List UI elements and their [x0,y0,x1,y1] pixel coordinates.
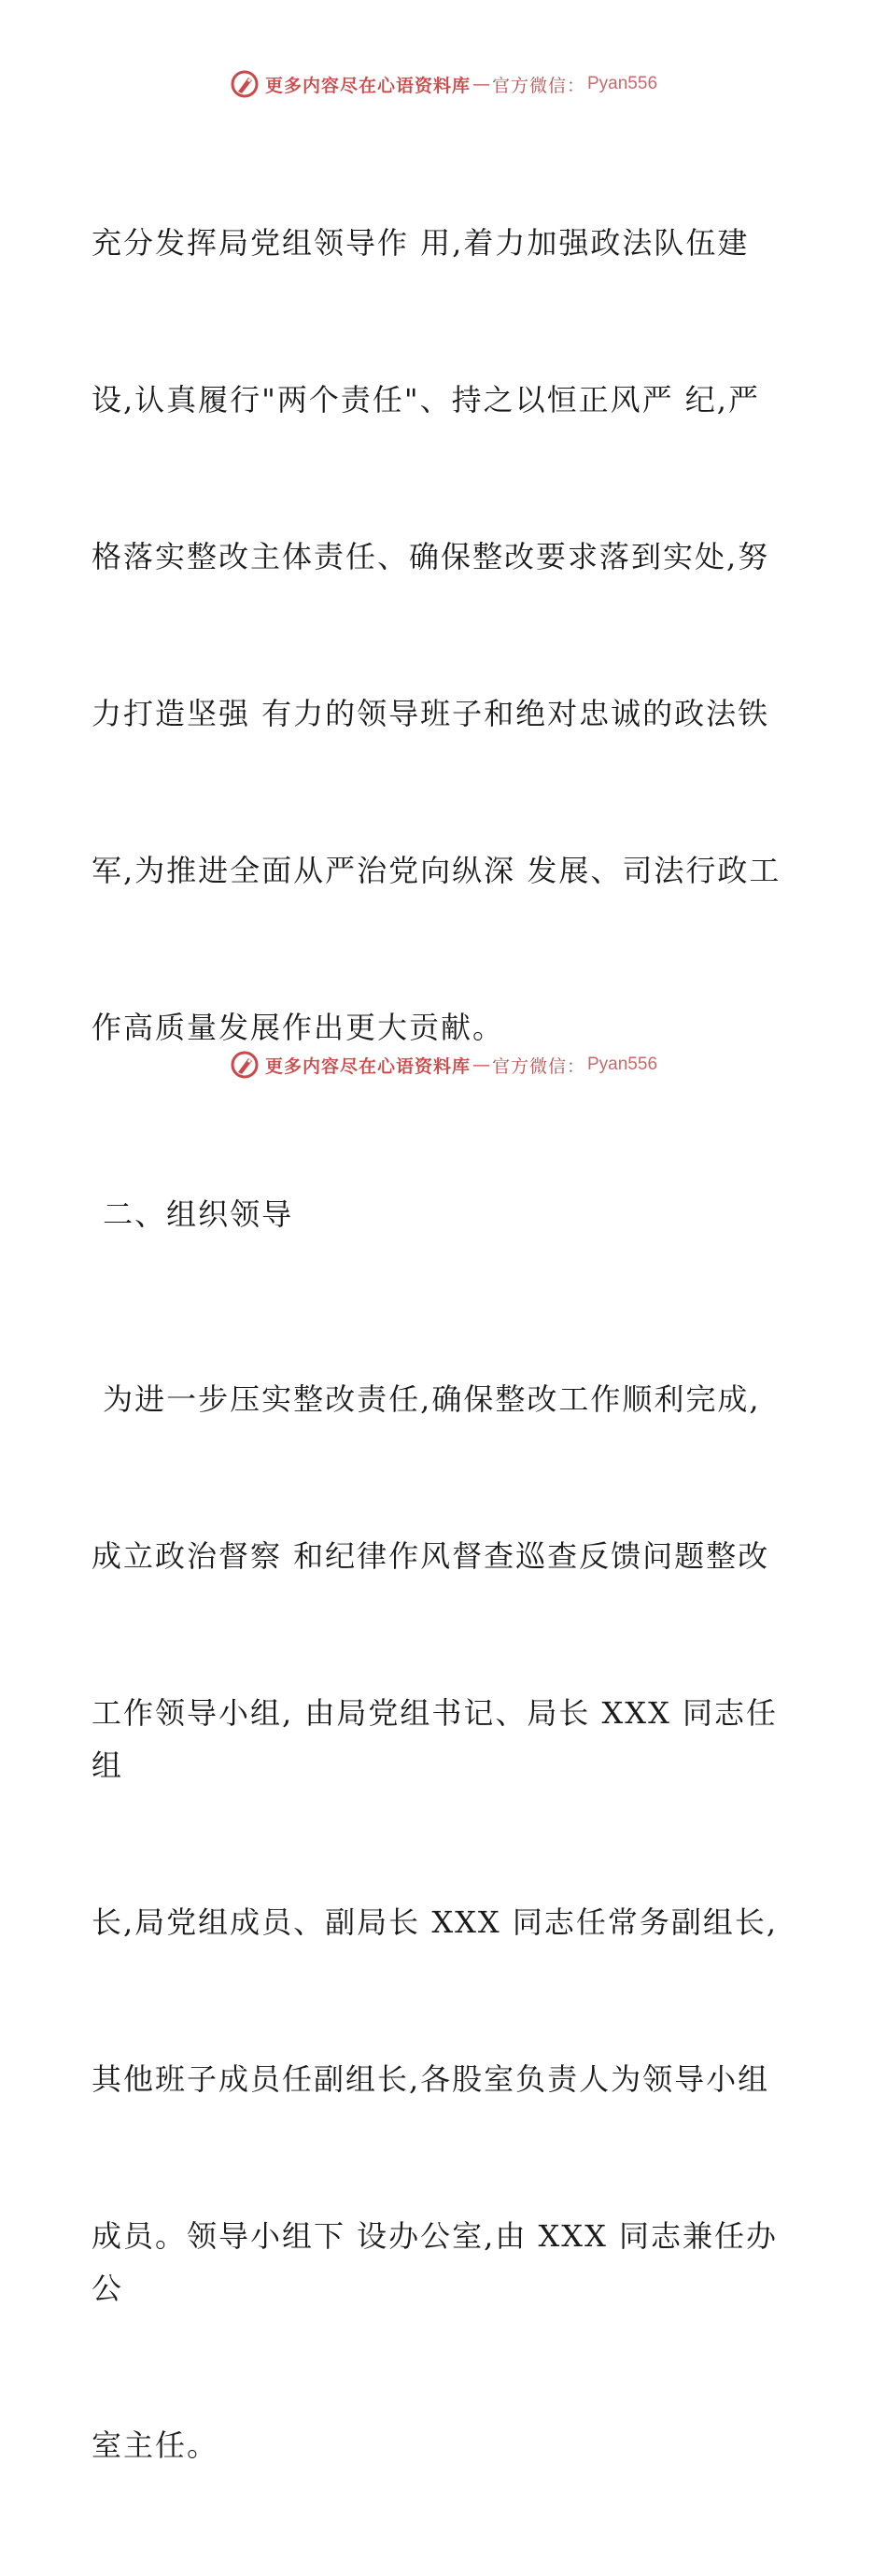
section-heading: 二、组织领导 [92,1196,294,1232]
paragraph-2 [92,1268,801,2576]
paragraph-1-line: 力打造坚强 有力的领导班子和绝对忠诚的政法铁 [92,696,770,731]
paragraph-2-line: 其他班子成员任副组长,各股室负责人为领导小组 [92,2061,770,2097]
paragraph-2-line: 长,局党组成员、副局长 XXX 同志任常务副组长, [92,1904,779,1940]
paragraph-1-line: 设,认真履行"两个责任"、持之以恒正风严 纪,严 [92,382,760,418]
paragraph-2-line: 为进一步压实整改责任,确保整改工作顺利完成, [92,1381,761,1417]
paragraph-2-line: 成员。领导小组下 设办公室,由 XXX 同志兼任办公 [92,2218,779,2306]
paragraph-1-line: 格落实整改主体责任、确保整改要求落到实处,努 [92,539,770,574]
banner-dash: — [472,74,490,94]
paragraph-2-line: 室主任。 [92,2427,219,2463]
banner-official-label: 官方微信： [491,1055,585,1077]
footer-banner [0,1046,887,1083]
paragraph-1-line: 军,为推进全面从严治党向纵深 发展、司法行政工 [92,853,781,888]
banner-brand-text: 更多内容尽在心语资料库 [264,1055,471,1077]
paragraph-1-line: 作高质量发展作出更大贡献。 [92,1010,505,1045]
banner-wechat-id: Pyan556 [587,74,658,93]
paragraph-2-line: 成立政治督察 和纪律作风督查巡查反馈问题整改 [92,1538,770,1574]
banner-brand-text: 更多内容尽在心语资料库 [264,75,471,96]
header-banner [0,65,887,103]
paragraph-1 [92,112,801,1158]
banner-official-label: 官方微信： [491,75,585,96]
pen-nib-logo-icon [230,69,260,99]
pen-nib-logo-icon [230,1050,260,1080]
document-body [92,112,801,2576]
banner-wechat-id: Pyan556 [587,1054,658,1074]
paragraph-1-line: 充分发挥局党组领导作 用,着力加强政法队伍建 [92,225,750,261]
paragraph-2-line: 工作领导小组, 由局党组书记、局长 XXX 同志任组 [92,1695,779,1783]
banner-dash: — [472,1054,490,1075]
